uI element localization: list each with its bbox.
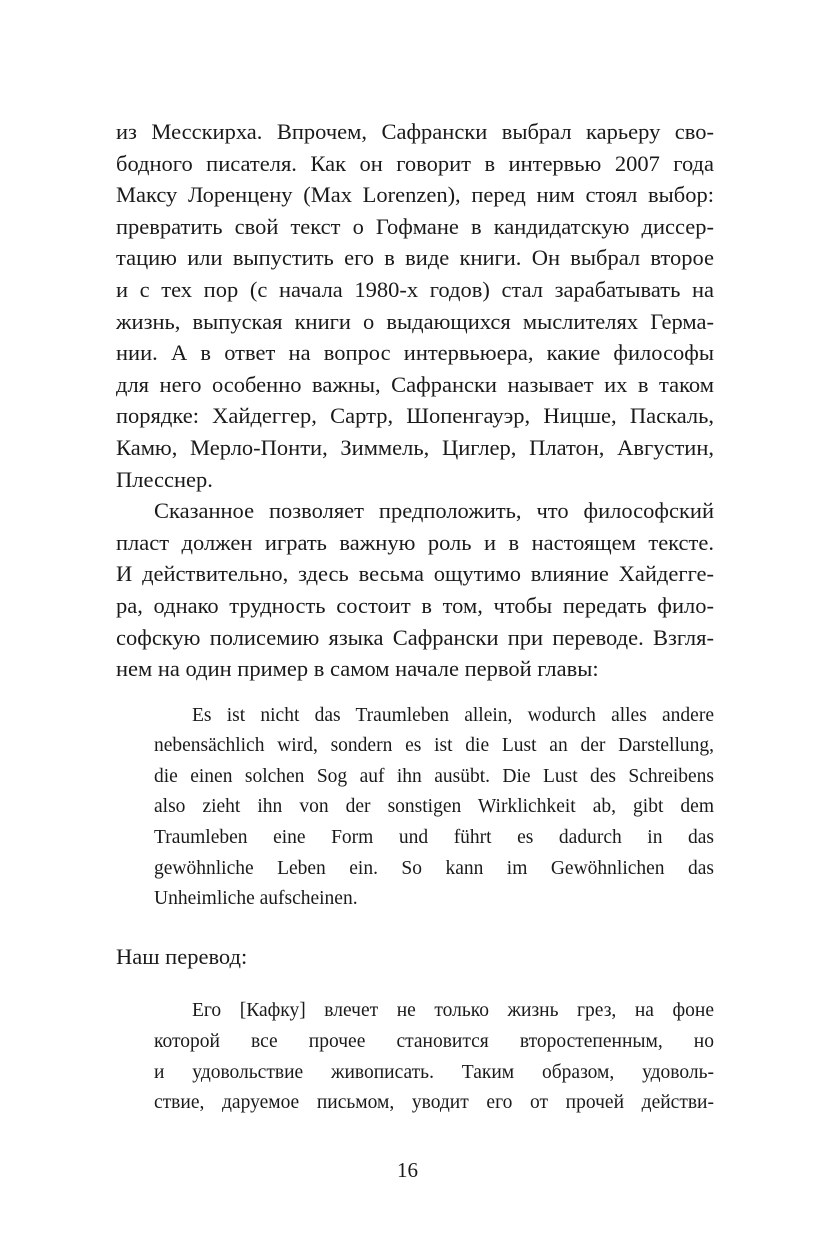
quote-line: Traumleben eine Form und führt es dadurch in das [154,827,714,849]
text-line: для него особенно важны, Сафрански называет их в таком [116,371,714,397]
text-line: тацию или выпустить его в виде книги. Он выбрал второе [116,245,714,271]
text-line: И действительно, здесь весьма ощутимо влияние Хайдегге- [116,561,714,587]
quote-line: Его [Кафку] влечет не только жизнь грез, на фоне [192,1000,714,1022]
quote-line: gewöhnliche Leben ein. So kann im Gewöhnlichen das [154,857,714,879]
quote-line: Unheimliche aufscheinen. [154,888,358,910]
text-line: бодного писателя. Как он говорит в интервью 2007 года [116,150,714,176]
text-line: превратить свой текст о Гофмане в кандидатскую диссер- [116,213,714,239]
quote-line: ствие, даруемое письмом, уводит его от прочей действи- [154,1092,714,1114]
quote-line: которой все прочее становится второстепенным, но [154,1031,714,1053]
text-line: Наш перевод: [116,943,248,969]
russian-quote [154,996,714,1118]
text-line: нем на один пример в самом начале первой главы: [116,656,599,682]
paragraph-2 [116,495,714,685]
text-line: и с тех пор (с начала 1980-х годов) стал зарабатывать на [116,276,714,302]
quote-line: Es ist nicht das Traumleben allein, wodurch alles andere [192,704,714,726]
text-line: из Месскирха. Впрочем, Сафрански выбрал карьеру сво- [116,119,714,144]
text-line: нии. А в ответ на вопрос интервьюера, какие философы [116,340,714,366]
page-body [116,116,714,1119]
text-line: Максу Лоренцену (Max Lorenzen), перед ним стоял выбор: [116,182,714,208]
translation-label [116,941,714,973]
text-line: Сказанное позволяет предположить, что философский [154,498,714,524]
text-line: Камю, Мерло-Понти, Зиммель, Циглер, Платон, Августин, [116,434,714,460]
text-line: жизнь, выпуская книги о выдающихся мыслителях Герма- [116,308,714,334]
quote-line: nebensächlich wird, sondern es ist die Lust an der Darstellung, [154,735,714,757]
quote-line: и удовольствие живописать. Таким образом, удоволь- [154,1061,714,1083]
quote-line: die einen solchen Sog auf ihn ausübt. Die Lust des Schreibens [154,765,714,787]
quote-line: also zieht ihn von der sonstigen Wirklichkeit ab, gibt dem [154,796,714,818]
german-quote [154,701,714,915]
text-line: Плесснер. [116,466,213,492]
paragraph-1 [116,116,714,495]
text-line: софскую полисемию языка Сафрански при переводе. Взгля- [116,624,714,650]
text-line: порядке: Хайдеггер, Сартр, Шопенгауэр, Ницше, Паскаль, [116,403,714,429]
text-line: пласт должен играть важную роль и в настоящем тексте. [116,529,714,555]
text-line: ра, однако трудность состоит в том, чтобы передать фило- [116,592,714,618]
page-number: 16 [397,1158,418,1182]
